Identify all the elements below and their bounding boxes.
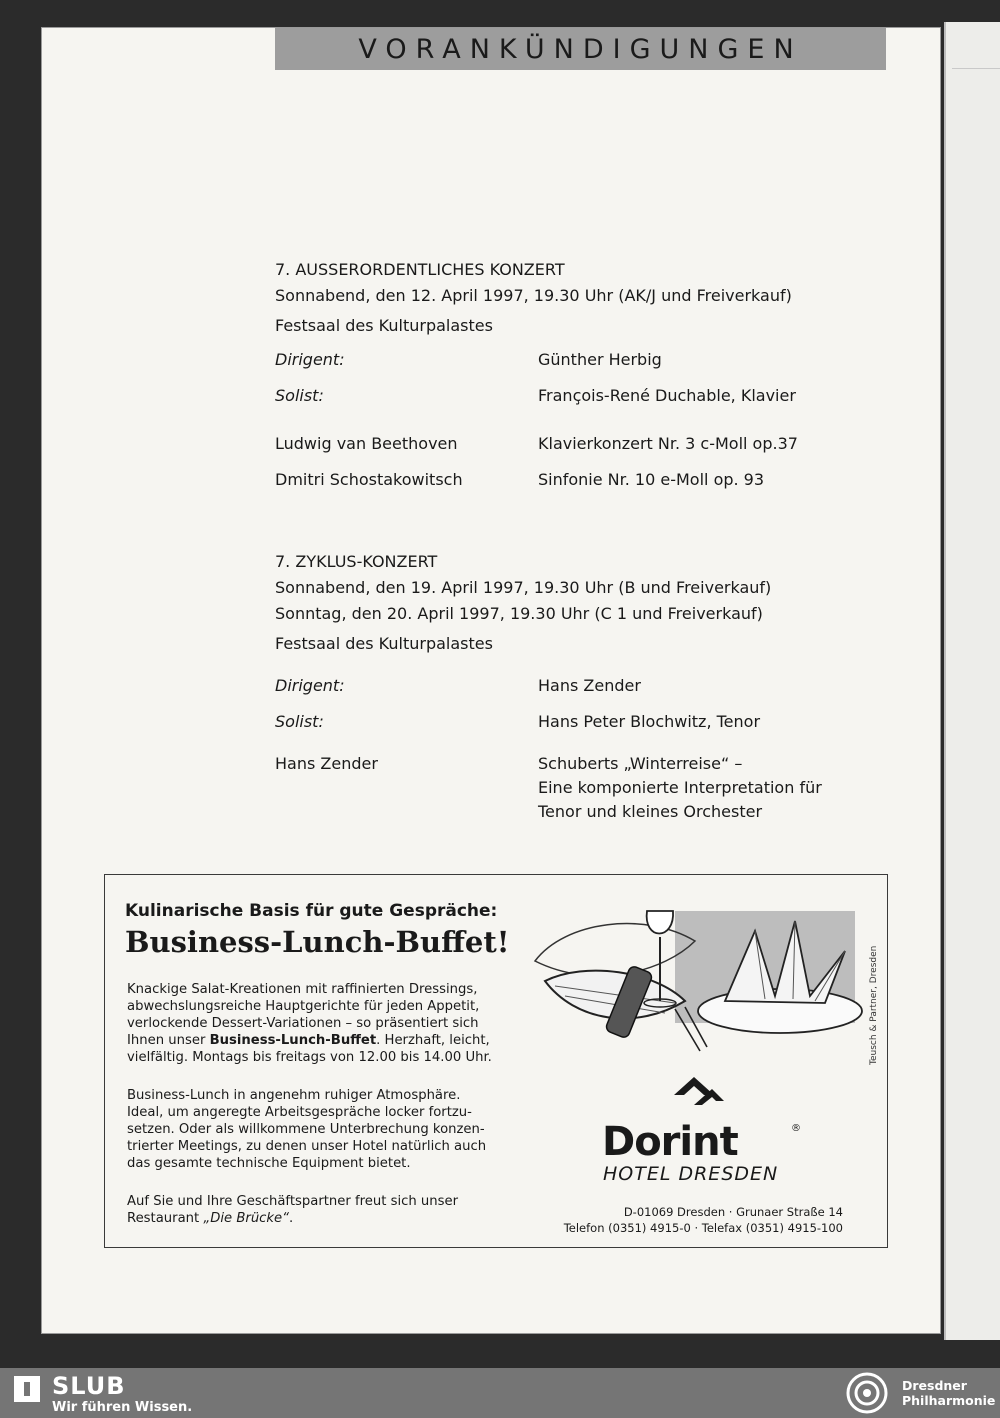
- ad-paragraph-2: [127, 1087, 522, 1172]
- ad-p2-line-2: Ideal, um angeregte Arbeitsgespräche locker fortzu-: [127, 1105, 472, 1120]
- header-bar: [275, 28, 886, 70]
- concert1-composer-1: Ludwig van Beethoven: [275, 434, 458, 453]
- concert2-date2: Sonntag, den 20. April 1997, 19.30 Uhr (C 1 und Freiverkauf): [275, 604, 763, 623]
- ad-p1-pre: Ihnen unser: [127, 1033, 210, 1048]
- ad-p2-line-1: Business-Lunch in angenehm ruhiger Atmosphäre.: [127, 1088, 461, 1103]
- registered-mark: ®: [791, 1123, 801, 1134]
- concert2-venue: Festsaal des Kulturpalastes: [275, 634, 493, 653]
- ad-p2-line-5: das gesamte technische Equipment bietet.: [127, 1156, 411, 1171]
- philharmonie-logo-icon: [840, 1371, 894, 1415]
- concert1-work-1: Klavierkonzert Nr. 3 c-Moll op.37: [538, 434, 798, 453]
- ad-p2-line-3: setzen. Oder als willkommene Unterbrechung konzen-: [127, 1122, 485, 1137]
- concert2-conductor-label: Dirigent:: [275, 676, 345, 695]
- ad-p1-bold: Business-Lunch-Buffet: [209, 1033, 377, 1048]
- concert1-composer-2: Dmitri Schostakowitsch: [275, 470, 463, 489]
- hotel-name: HOTEL DRESDEN: [603, 1163, 779, 1185]
- concert1-venue: Festsaal des Kulturpalastes: [275, 316, 493, 335]
- ad-title: Business-Lunch-Buffet!: [125, 925, 510, 959]
- dorint-brand: Dorint: [602, 1119, 738, 1165]
- concert2-work-line-2: Eine komponierte Interpretation für: [538, 778, 822, 797]
- document-page: [42, 28, 940, 1333]
- concert2-soloist-label: Solist:: [275, 712, 324, 731]
- ad-p2-line-4: trierter Meetings, zu denen unser Hotel natürlich auch: [127, 1139, 487, 1154]
- partner-name-line-2: Philharmonie: [902, 1393, 996, 1408]
- ad-p1-line-2: abwechslungsreiche Hauptgerichte für jeden Appetit,: [127, 999, 480, 1014]
- illustration-credit: Teusch & Partner, Dresden: [869, 945, 879, 1065]
- partner-name: [902, 1378, 995, 1408]
- ad-p3-post: .: [289, 1211, 294, 1226]
- concert1-soloist: François-René Duchable, Klavier: [538, 386, 796, 405]
- ad-p1-line-4: [127, 1032, 522, 1049]
- adjacent-page-edge: [944, 22, 1000, 1340]
- hotel-address: D-01069 Dresden · Grunaer Straße 14: [623, 1205, 843, 1219]
- concert2-composer: Hans Zender: [275, 754, 378, 773]
- page-title: VORANKÜNDIGUNGEN: [358, 34, 803, 65]
- dining-illustration-icon: [525, 891, 863, 1059]
- ad-p3-pre: Restaurant: [127, 1211, 204, 1226]
- concert2-date1: Sonnabend, den 19. April 1997, 19.30 Uhr (B und Freiverkauf): [275, 578, 772, 597]
- concert1-conductor: Günther Herbig: [538, 350, 662, 369]
- restaurant-name: „Die Brücke“: [203, 1211, 290, 1226]
- concert2-soloist: Hans Peter Blochwitz, Tenor: [538, 712, 761, 731]
- concert1-work-2: Sinfonie Nr. 10 e-Moll op. 93: [538, 470, 765, 489]
- partner-name-line-1: Dresdner: [902, 1378, 967, 1393]
- ad-p3-line-2: [127, 1210, 522, 1227]
- ad-p1-line-3: verlockende Dessert-Variationen – so präsentiert sich: [127, 1016, 479, 1031]
- concert2-work-line-3: Tenor und kleines Orchester: [538, 802, 763, 821]
- hotel-advertisement: [104, 874, 888, 1248]
- concert2-conductor: Hans Zender: [538, 676, 641, 695]
- concert1-conductor-label: Dirigent:: [275, 350, 345, 369]
- concert1-date: Sonnabend, den 12. April 1997, 19.30 Uhr (AK/J und Freiverkauf): [275, 286, 792, 305]
- slub-logo-icon: [14, 1376, 40, 1402]
- ad-p1-line-5: vielfältig. Montags bis freitags von 12.00 bis 14.00 Uhr.: [127, 1050, 492, 1065]
- ad-p1-post: . Herzhaft, leicht,: [376, 1033, 490, 1048]
- concert2-title: 7. ZYKLUS-KONZERT: [275, 552, 438, 571]
- library-slogan: Wir führen Wissen.: [52, 1400, 193, 1415]
- ad-p3-line-1: Auf Sie und Ihre Geschäftspartner freut sich unser: [127, 1194, 459, 1209]
- hotel-phone: Telefon (0351) 4915-0 · Telefax (0351) 4915-100: [563, 1221, 843, 1235]
- concert1-soloist-label: Solist:: [275, 386, 324, 405]
- ad-kicker: Kulinarische Basis für gute Gespräche:: [125, 901, 498, 921]
- concert1-title: 7. AUSSERORDENTLICHES KONZERT: [275, 260, 565, 279]
- concert2-work-line-1: Schuberts „Winterreise“ –: [538, 754, 743, 773]
- library-name: SLUB: [52, 1372, 126, 1400]
- ad-paragraph-1: [127, 981, 522, 1066]
- ad-p1-line-1: Knackige Salat-Kreationen mit raffinierten Dressings,: [127, 982, 478, 997]
- ad-paragraph-3: [127, 1193, 522, 1227]
- library-footer: [0, 1368, 1000, 1418]
